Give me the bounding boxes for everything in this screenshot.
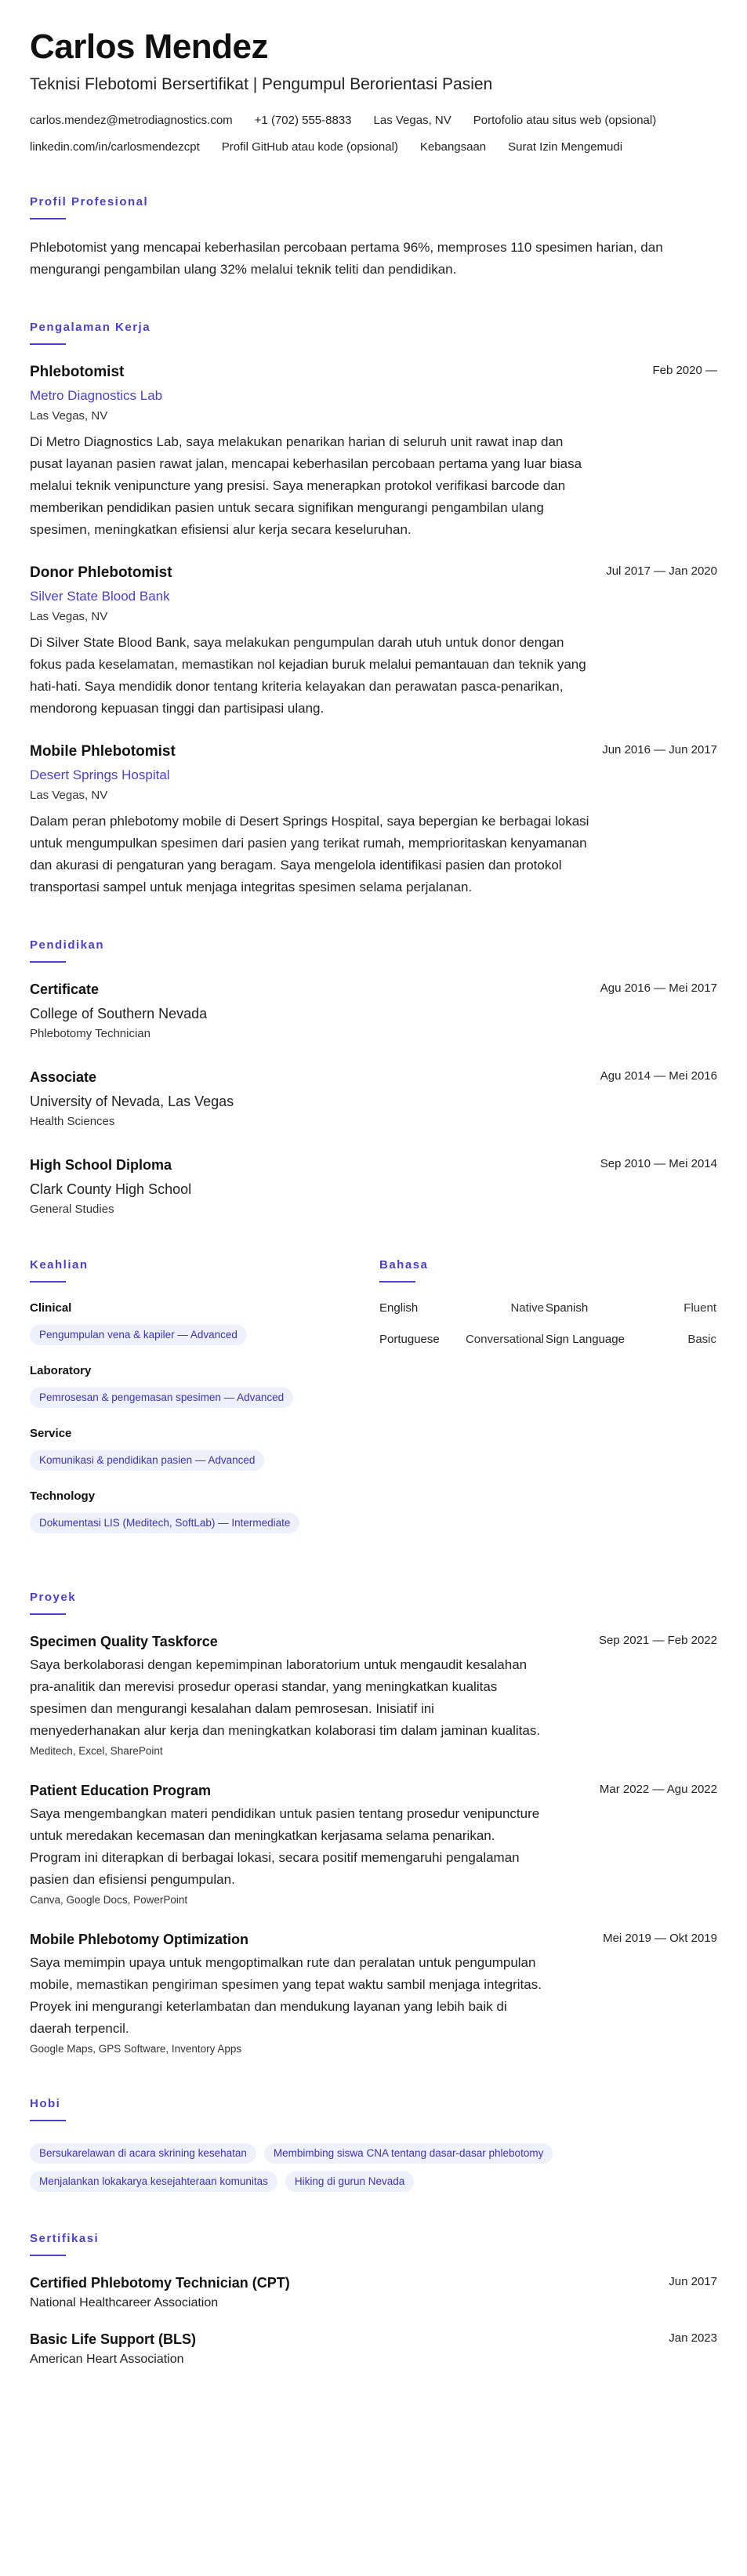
job-dates: Jul 2017 — Jan 2020 [606, 564, 717, 578]
school-name: Clark County High School [30, 1181, 192, 1197]
education-entry [30, 1156, 717, 1218]
hobby-list [30, 2139, 673, 2192]
skill-chip: Komunikasi & pendidikan pasien — Advanced [30, 1450, 264, 1471]
skills-languages-row [30, 1257, 717, 1551]
education-dates: Agu 2014 — Mei 2016 [600, 1069, 717, 1083]
language-level: Fluent [684, 1301, 716, 1315]
section-title-languages: Bahasa [379, 1258, 429, 1272]
skill-category: Laboratory [30, 1364, 92, 1377]
contact-location: Las Vegas, NV [373, 114, 451, 127]
hobby-chip: Hiking di gurun Nevada [285, 2171, 414, 2192]
field-of-study: Phlebotomy Technician [30, 1027, 150, 1040]
project-tools: Google Maps, GPS Software, Inventory Apps [30, 2043, 242, 2055]
candidate-headline: Teknisi Flebotomi Bersertifikat | Pengumpul Berorientasi Pasien [30, 75, 493, 93]
section-divider [30, 218, 66, 220]
degree-name: Certificate [30, 981, 100, 997]
project-description: Saya memimpin upaya untuk mengoptimalkan rute dan peralatan untuk pengumpulan mobile, memastikan pengiriman spesimen yang tepat waktu sambil menjaga integritas. Proyek ini mengurangi keterlambatan dan mendukung layanan yang lebih baik di daerah terpencil. [30, 1955, 542, 2036]
certification-date: Jun 2017 [669, 2275, 717, 2288]
skill-chip: Dokumentasi LIS (Meditech, SoftLab) — Intermediate [30, 1513, 299, 1533]
candidate-name: Carlos Mendez [30, 27, 269, 66]
project-dates: Sep 2021 — Feb 2022 [599, 1634, 717, 1647]
project-dates: Mei 2019 — Okt 2019 [603, 1932, 717, 1945]
section-divider [30, 1281, 66, 1283]
skills-section [30, 1257, 379, 1551]
project-entry [30, 1632, 717, 1759]
contact-linkedin[interactable]: linkedin.com/in/carlosmendezcpt [30, 140, 200, 154]
contact-driving-license: Surat Izin Mengemudi [508, 140, 623, 154]
project-description: Saya mengembangkan materi pendidikan untuk pasien tentang prosedur venipuncture untuk meredakan kecemasan dan meningkatkan kerjasama selama penarikan. Program ini diterapkan di berbagai lokasi, secara positif memengaruhi pengalaman pasien dan efisiensi pengumpulan. [30, 1806, 540, 1887]
language-name: Sign Language [546, 1333, 625, 1346]
profile-section [30, 194, 717, 281]
certification-entry [30, 2330, 717, 2369]
experience-entry [30, 563, 717, 720]
language-level: Conversational [465, 1333, 544, 1346]
certification-issuer: American Heart Association [30, 2353, 184, 2366]
language-list [379, 1300, 716, 1348]
section-title-skills: Keahlian [30, 1258, 89, 1272]
certification-entry [30, 2273, 717, 2313]
languages-section [379, 1257, 716, 1551]
certification-name: Basic Life Support (BLS) [30, 2331, 197, 2347]
section-title-profile: Profil Profesional [30, 195, 149, 209]
field-of-study: Health Sciences [30, 1115, 115, 1128]
certification-name: Certified Phlebotomy Technician (CPT) [30, 2275, 290, 2291]
skill-chip: Pemrosesan & pengemasan spesimen — Advanced [30, 1388, 293, 1408]
degree-name: Associate [30, 1069, 97, 1085]
experience-section [30, 320, 717, 898]
degree-name: High School Diploma [30, 1157, 172, 1173]
project-name: Specimen Quality Taskforce [30, 1634, 218, 1649]
job-dates: Jun 2016 — Jun 2017 [602, 743, 717, 756]
skill-category: Service [30, 1427, 72, 1440]
section-divider [379, 1281, 415, 1283]
job-location: Las Vegas, NV [30, 789, 108, 802]
education-entry [30, 980, 717, 1043]
section-divider [30, 343, 66, 345]
hobbies-section [30, 2096, 717, 2192]
section-divider [30, 2120, 66, 2121]
job-location: Las Vegas, NV [30, 409, 108, 423]
certifications-section [30, 2231, 717, 2369]
hobby-chip: Bersukarelawan di acara skrining kesehatan [30, 2143, 256, 2164]
contact-portfolio[interactable]: Portofolio atau situs web (opsional) [473, 114, 657, 127]
project-dates: Mar 2022 — Agu 2022 [599, 1783, 717, 1796]
section-divider [30, 961, 66, 963]
job-title: Mobile Phlebotomist [30, 743, 176, 760]
section-title-education: Pendidikan [30, 938, 105, 952]
certification-date: Jan 2023 [669, 2331, 717, 2345]
contact-email[interactable]: carlos.mendez@metrodiagnostics.com [30, 114, 233, 127]
education-entry [30, 1068, 717, 1130]
section-title-hobbies: Hobi [30, 2097, 61, 2110]
job-location: Las Vegas, NV [30, 610, 108, 623]
contact-phone[interactable]: +1 (702) 555-8833 [254, 114, 352, 127]
project-tools: Meditech, Excel, SharePoint [30, 1745, 163, 1757]
profile-summary: Phlebotomist yang mencapai keberhasilan percobaan pertama 96%, memproses 110 spesimen harian, dan mengurangi pengambilan ulang 32% melalui teknik teliti dan pendidikan. [30, 240, 663, 277]
section-divider [30, 1613, 66, 1615]
project-name: Patient Education Program [30, 1783, 212, 1798]
job-dates: Feb 2020 — [652, 364, 717, 377]
language-level: Basic [687, 1333, 716, 1346]
school-name: University of Nevada, Las Vegas [30, 1094, 234, 1109]
education-dates: Sep 2010 — Mei 2014 [600, 1157, 717, 1170]
hobby-chip: Membimbing siswa CNA tentang dasar-dasar phlebotomy [264, 2143, 553, 2164]
job-description: Di Metro Diagnostics Lab, saya melakukan penarikan harian di seluruh unit rawat inap dan pusat layanan pasien rawat jalan, mencapai keberhasilan percobaan pertama yang luar biasa melalui teknik venipuncture yang presisi. Saya menerapkan protokol verifikasi barcode dan memberikan pendidikan pasien untuk secara signifikan mengurangi pengambilan ulang spesimen, meningkatkan efisiensi alur kerja secara keseluruhan. [30, 434, 582, 537]
education-dates: Agu 2016 — Mei 2017 [600, 981, 717, 995]
projects-section [30, 1590, 717, 2057]
job-description: Di Silver State Blood Bank, saya melakukan pengumpulan darah utuh untuk donor dengan fokus pada keselamatan, memastikan nol kejadian buruk melalui pemantauan dan teknik yang hati-hati. Saya mendidik donor tentang kriteria kelayakan dan perawatan pasca-penarikan, mendorong kepuasan tinggi dan partisipasi ulang. [30, 635, 586, 716]
language-level: Native [510, 1301, 544, 1315]
employer-name: Desert Springs Hospital [30, 767, 170, 782]
education-section [30, 938, 717, 1218]
experience-entry [30, 362, 717, 541]
contact-github[interactable]: Profil GitHub atau kode (opsional) [221, 140, 398, 154]
contact-nationality: Kebangsaan [419, 140, 487, 154]
contact-list [30, 113, 717, 155]
skill-chip: Pengumpulan vena & kapiler — Advanced [30, 1325, 247, 1345]
language-name: English [379, 1301, 419, 1315]
hobby-chip: Menjalankan lokakarya kesejahteraan komunitas [30, 2171, 277, 2192]
job-description: Dalam peran phlebotomy mobile di Desert Springs Hospital, saya bepergian ke berbagai lokasi untuk mengumpulkan spesimen dari pasien yang terikat rumah, memprioritaskan kenyamanan dan akurasi di pengaturan yang beragam. Saya mengelola identifikasi pasien dan protokol transportasi sampel untuk menjaga integritas spesimen selama perjalanan. [30, 814, 589, 894]
project-entry [30, 1781, 717, 1908]
language-name: Portuguese [379, 1333, 440, 1346]
skill-group [30, 1362, 379, 1408]
project-entry [30, 1930, 717, 2057]
skill-group [30, 1488, 379, 1533]
section-title-certifications: Sertifikasi [30, 2232, 100, 2245]
skill-group [30, 1425, 379, 1471]
resume-header [30, 27, 717, 155]
certification-issuer: National Healthcareer Association [30, 2296, 219, 2309]
job-title: Donor Phlebotomist [30, 564, 172, 581]
project-name: Mobile Phlebotomy Optimization [30, 1932, 248, 1947]
field-of-study: General Studies [30, 1203, 114, 1216]
section-divider [30, 2255, 66, 2256]
project-tools: Canva, Google Docs, PowerPoint [30, 1894, 188, 1906]
section-title-projects: Proyek [30, 1591, 77, 1604]
experience-entry [30, 742, 717, 898]
section-title-experience: Pengalaman Kerja [30, 321, 151, 334]
skill-category: Technology [30, 1489, 96, 1503]
job-title: Phlebotomist [30, 364, 125, 380]
employer-name: Metro Diagnostics Lab [30, 388, 163, 403]
school-name: College of Southern Nevada [30, 1006, 208, 1021]
employer-name: Silver State Blood Bank [30, 589, 170, 604]
language-name: Spanish [546, 1301, 589, 1315]
skill-group [30, 1300, 379, 1345]
project-description: Saya berkolaborasi dengan kepemimpinan laboratorium untuk mengaudit kesalahan pra-analitik dan merevisi prosedur operasi standar, yang meningkatkan kualitas spesimen dan mengurangi kesalahan dalam pemrosesan. Inisiatif ini menyederhanakan alur kerja dan meningkatkan kolaborasi tim dalam jaminan kualitas. [30, 1657, 541, 1738]
skill-category: Clinical [30, 1301, 72, 1315]
